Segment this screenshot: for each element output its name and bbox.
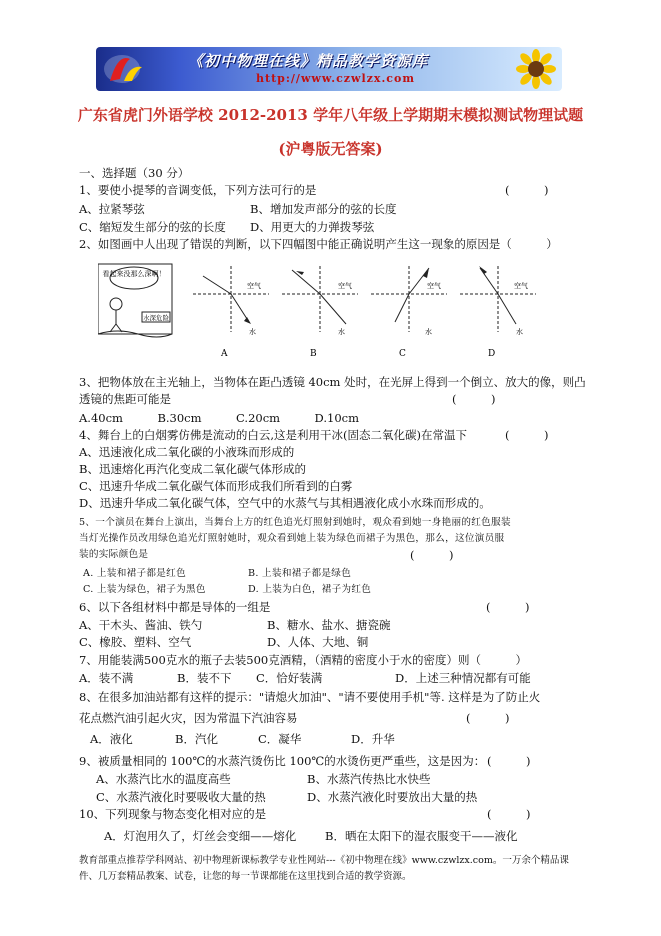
svg-text:空气: 空气 xyxy=(427,282,441,290)
q1-stem: 1、要使小提琴的音调变低，下列方法可行的是 xyxy=(79,183,317,197)
q3-answer-blank: ( ) xyxy=(452,392,496,406)
diagram-a xyxy=(193,266,269,359)
diagram-b xyxy=(282,266,358,359)
label-c: C xyxy=(399,349,406,359)
q8-stem-1: 8、在很多加油站都有这样的提示："请熄火加油"、"请不要使用手机"等. 这样是为了防止火 xyxy=(79,690,541,704)
footer-line-1: 教育部重点推荐学科网站、初中物理新课标教学专业性网站---《初中物理在线》www.czwlzx.com。一万余个精品课 xyxy=(79,855,569,866)
label-d: D xyxy=(488,349,496,359)
svg-text:水: 水 xyxy=(516,328,523,336)
q9-option-b: B、水蒸汽传热比水快些 xyxy=(307,772,431,786)
q6-option-a: A、干木头、酱油、铁勺 xyxy=(79,618,203,632)
q4-answer-blank: ( ) xyxy=(505,428,549,442)
q2-figure xyxy=(98,262,538,362)
footer-line-2: 件、几万套精品教案、试卷，让您的每一节课都能在这里找到合适的教学资源。 xyxy=(79,871,412,882)
q4-option-c: C、迅速升华成二氧化碳气体而形成我们所看到的白雾 xyxy=(79,479,353,493)
q9-answer-blank: ( ) xyxy=(487,754,531,768)
q4-option-a: A、迅速液化成二氧化碳的小液珠而形成的 xyxy=(79,445,295,459)
page-title: 广东省虎门外语学校 2012-2013 学年八年级上学期期末模拟测试物理试题 xyxy=(77,106,584,124)
q8-option-b: B．汽化 xyxy=(175,732,218,746)
q4-option-d: D、迅速升华成二氧化碳气体，空气中的水蒸气与其相遇液化成小水珠而形成的。 xyxy=(79,496,491,510)
q5-option-c: C. 上装为绿色，裙子为黑色 xyxy=(83,584,206,595)
page-footer xyxy=(79,853,599,885)
q9-stem: 9、被质量相同的 100℃的水蒸汽烫伤比 100℃的水烫伤更严重些，这是因为： xyxy=(79,754,486,768)
svg-text:水: 水 xyxy=(425,328,432,336)
q1-option-b: B、增加发声部分的弦的长度 xyxy=(250,202,397,216)
banner-title: 《初中物理在线》精品教学资源库 xyxy=(188,52,429,70)
q10-option-b: B．晒在太阳下的湿衣服变干——液化 xyxy=(325,829,518,843)
q8-option-c: C．凝华 xyxy=(258,732,302,746)
q10-stem: 10、下列现象与物态变化相对应的是 xyxy=(79,807,267,821)
q5-option-b: B. 上装和裙子都是绿色 xyxy=(248,568,352,579)
q7-option-c: C．恰好装满 xyxy=(256,671,323,685)
q1-option-c: C、缩短发生部分的弦的长度 xyxy=(79,220,226,234)
header-banner xyxy=(96,47,562,91)
q9-option-d: D、水蒸汽液化时要放出大量的热 xyxy=(307,790,478,804)
banner-url[interactable]: http://www.czwlzx.com xyxy=(256,72,415,85)
q2-stem: 2、如图画中人出现了错误的判断，以下四幅图中能正确说明产生这一现象的原因是（ ） xyxy=(79,237,558,251)
section-heading: 一、选择题（30 分） xyxy=(79,166,190,180)
diagram-d xyxy=(460,266,536,359)
q5-answer-blank: ( ) xyxy=(410,548,454,562)
svg-text:水: 水 xyxy=(338,328,345,336)
svg-text:空气: 空气 xyxy=(247,282,261,290)
label-b: B xyxy=(310,349,317,359)
q10-answer-blank: ( ) xyxy=(487,807,531,821)
q8-answer-blank: ( ) xyxy=(466,711,510,725)
q7-option-a: A．装不满 xyxy=(79,671,134,685)
q1-option-d: D、用更大的力弹拨琴弦 xyxy=(250,220,375,234)
q1-answer-blank: ( ) xyxy=(505,183,549,197)
sunflower-icon xyxy=(516,49,556,89)
svg-text:空气: 空气 xyxy=(514,282,528,290)
q5-stem-2: 当灯光操作员改用绿色追光灯照射她时，观众看到她上装为绿色而裙子为黑色，那么，这位演员服 xyxy=(79,533,505,544)
q5-option-d: D. 上装为白色，裙子为红色 xyxy=(248,584,372,595)
page-subtitle: (沪粤版无答案) xyxy=(278,140,383,158)
svg-text:空气: 空气 xyxy=(338,282,352,290)
q3-stem: 3、把物体放在主光轴上，当物体在距凸透镜 40cm 处时，在光屏上得到一个倒立、放大的像，则凸 xyxy=(79,375,586,389)
q8-option-d: D．升华 xyxy=(351,732,395,746)
q9-option-a: A、水蒸汽比水的温度高些 xyxy=(96,772,231,786)
q3-stem-2: 透镜的焦距可能是 xyxy=(79,392,171,406)
q7-option-d: D．上述三种情况都有可能 xyxy=(395,671,531,685)
svg-text:水: 水 xyxy=(249,328,256,336)
q5-option-a: A. 上装和裙子都是红色 xyxy=(83,568,186,579)
q7-stem: 7、用能装满500克水的瓶子去装500克酒精，（酒精的密度小于水的密度）则（ ） xyxy=(79,653,527,667)
q10-option-a: A．灯泡用久了，灯丝会变细——熔化 xyxy=(104,829,297,843)
q4-option-b: B、迅速熔化再汽化变成二氧化碳气体形成的 xyxy=(79,462,306,476)
site-logo-icon xyxy=(100,49,152,89)
q4-stem: 4、舞台上的白烟雾仿佛是流动的白云,这是利用干冰(固态二氧化碳)在常温下 xyxy=(79,428,467,442)
cartoon-sign: 水深危险 xyxy=(143,314,169,322)
q6-option-d: D、人体、大地、铜 xyxy=(267,635,369,649)
q3-options: A.40cm B.30cm C.20cm D.10cm xyxy=(79,411,359,425)
q8-stem-2: 花点燃汽油引起火灾，因为常温下汽油容易 xyxy=(79,711,298,725)
diagram-c xyxy=(371,266,447,359)
cartoon-panel xyxy=(98,264,172,337)
q7-option-b: B．装不下 xyxy=(177,671,232,685)
q1-option-a: A、拉紧琴弦 xyxy=(79,202,145,216)
q6-answer-blank: ( ) xyxy=(486,600,530,614)
cartoon-speech: 看起来没那么深啊！ xyxy=(102,270,166,278)
q8-option-a: A．液化 xyxy=(90,732,133,746)
q6-option-b: B、糖水、盐水、搪瓷碗 xyxy=(267,618,391,632)
label-a: A xyxy=(221,349,228,359)
q9-option-c: C、水蒸汽液化时要吸收大量的热 xyxy=(96,790,266,804)
q6-option-c: C、橡胶、塑料、空气 xyxy=(79,635,192,649)
q5-stem-3: 装的实际颜色是 xyxy=(79,549,149,560)
q6-stem: 6、以下各组材料中都是导体的一组是 xyxy=(79,600,271,614)
q5-stem-1: 5、一个演员在舞台上演出，当舞台上方的红色追光灯照射到她时，观众看到她一身艳丽的红色服装 xyxy=(79,517,511,528)
